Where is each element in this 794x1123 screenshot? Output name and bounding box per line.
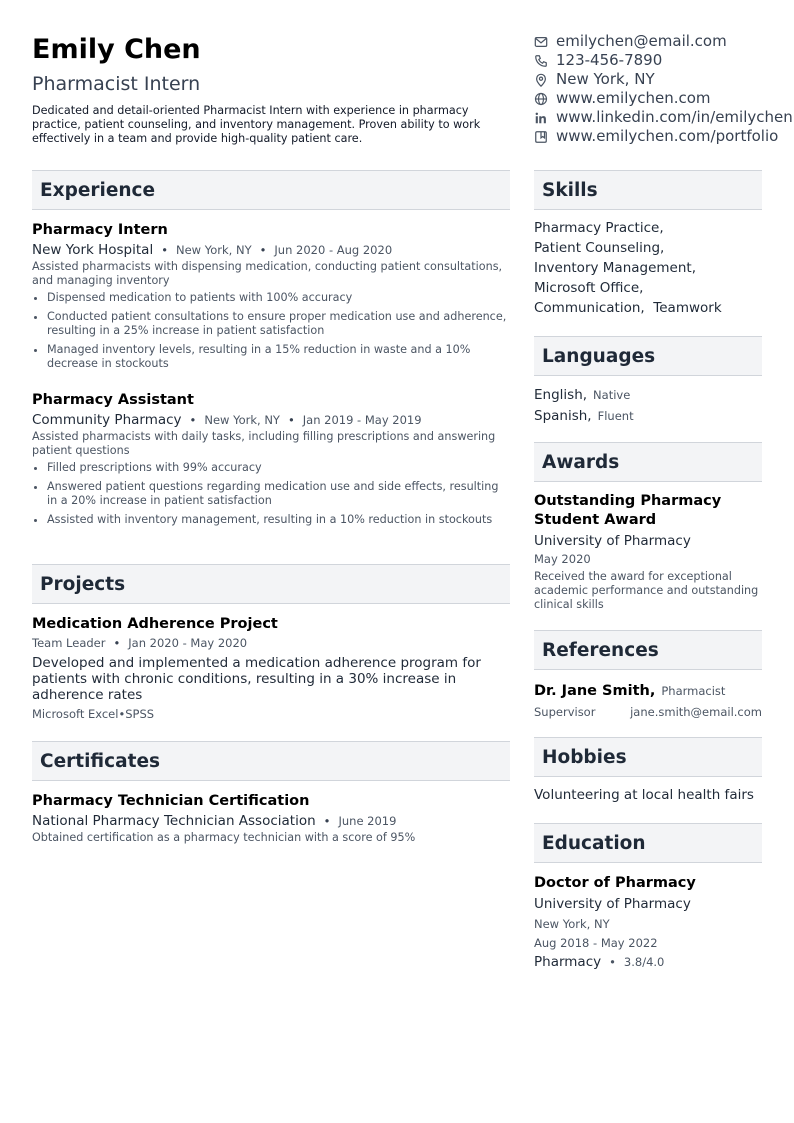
contact-location: New York, NY	[534, 70, 794, 89]
job-bullets: • Dispensed medication to patients with 100% accuracy • Conducted patient consultations to ensure proper medication use and adherence, resulting in a 25% increase in patient satisfaction • Managed inventory levels, resulting in a 15% reduction in waste and a 10% decrease in stockouts	[32, 291, 510, 371]
education-header: Education	[534, 823, 762, 863]
skill-item: Pharmacy Practice,	[534, 220, 664, 236]
job-title: Pharmacy Assistant	[32, 392, 194, 408]
job-description: Assisted pharmacists with daily tasks, including filling prescriptions and answering patient questions	[32, 430, 496, 457]
award-date: May 2020	[534, 552, 591, 566]
job-meta: Community Pharmacy • New York, NY • Jan 2019 - May 2019	[32, 412, 422, 428]
award-description: Received the award for exceptional academic performance and outstanding clinical skills	[534, 570, 759, 611]
languages-header: Languages	[534, 336, 762, 376]
award-org: University of Pharmacy	[534, 533, 691, 549]
experience-item	[32, 221, 510, 376]
portfolio-icon	[534, 130, 548, 144]
skills-header: Skills	[534, 170, 762, 210]
contact-list	[534, 32, 794, 146]
project-tools: Microsoft Excel•SPSS	[32, 707, 155, 721]
award-title: Outstanding Pharmacy Student Award	[534, 493, 722, 528]
skill-item: Microsoft Office,	[534, 280, 644, 296]
education-school: University of Pharmacy	[534, 896, 691, 912]
skills-list	[534, 218, 766, 318]
contact-phone[interactable]: 123-456-7890	[534, 51, 794, 70]
contact-portfolio[interactable]: www.emilychen.com/portfolio	[534, 127, 794, 146]
education-dates: Aug 2018 - May 2022	[534, 936, 658, 950]
language-item: Spanish, Fluent	[534, 408, 634, 424]
certificate-title: Pharmacy Technician Certification	[32, 793, 310, 809]
project-meta: Team Leader • Jan 2020 - May 2020	[32, 636, 248, 650]
award-item	[534, 492, 766, 612]
job-meta: New York Hospital • New York, NY • Jun 2020 - Aug 2020	[32, 242, 393, 258]
awards-header: Awards	[534, 442, 762, 482]
job-title: Pharmacy Intern	[32, 222, 168, 238]
job-description: Assisted pharmacists with dispensing medication, conducting patient consultations, and managing inventory	[32, 260, 503, 287]
contact-website[interactable]: www.emilychen.com	[534, 89, 794, 108]
education-item	[534, 874, 766, 970]
hobby-item: Volunteering at local health fairs	[534, 787, 754, 803]
certificate-description: Obtained certification as a pharmacy technician with a score of 95%	[32, 831, 416, 844]
certificates-header: Certificates	[32, 741, 510, 781]
certificate-meta: National Pharmacy Technician Association • June 2019	[32, 813, 397, 829]
mail-icon	[534, 35, 548, 49]
reference-name: Dr. Jane Smith,	[534, 683, 656, 699]
reference-item	[534, 680, 762, 720]
languages-list	[534, 384, 766, 426]
reference-email[interactable]: jane.smith@email.com	[630, 705, 762, 719]
references-header: References	[534, 630, 762, 670]
education-degree: Doctor of Pharmacy	[534, 875, 696, 891]
project-item	[32, 615, 510, 722]
skill-item: Inventory Management,	[534, 260, 696, 276]
hobbies-header: Hobbies	[534, 737, 762, 777]
candidate-role: Pharmacist Intern	[32, 73, 201, 95]
experience-header: Experience	[32, 170, 510, 210]
hobbies-list	[534, 786, 766, 804]
map-pin-icon	[534, 73, 548, 87]
contact-linkedin[interactable]: www.linkedin.com/in/emilychen	[534, 108, 794, 127]
skill-item: Communication, Teamwork	[534, 300, 722, 316]
summary: Dedicated and detail-oriented Pharmacist Intern with experience in pharmacy practice, patient counseling, and inventory management. Proven ability to work effectively in a team and provide high-quality patient care.	[32, 104, 481, 145]
globe-icon	[534, 92, 548, 106]
certificate-item	[32, 792, 510, 845]
contact-email[interactable]: emilychen@email.com	[534, 32, 794, 51]
language-item: English, Native	[534, 387, 631, 403]
education-location: New York, NY	[534, 917, 610, 931]
job-bullets: • Filled prescriptions with 99% accuracy • Answered patient questions regarding medication use and side effects, resulting in a 20% increase in patient satisfaction • Assisted with inventory management, resulting in a 10% reduction in stockouts	[32, 461, 510, 527]
phone-icon	[534, 54, 548, 68]
candidate-name: Emily Chen	[32, 34, 201, 65]
project-description: Developed and implemented a medication adherence program for patients with chronic conditions, resulting in a 30% increase in adherence rates	[32, 655, 481, 703]
projects-header: Projects	[32, 564, 510, 604]
header	[32, 33, 512, 146]
linkedin-icon	[534, 111, 548, 125]
reference-position: Pharmacist	[661, 684, 726, 698]
reference-relation: Supervisor	[534, 705, 596, 719]
education-major-gpa: Pharmacy • 3.8/4.0	[534, 954, 665, 970]
experience-item	[32, 391, 510, 532]
project-title: Medication Adherence Project	[32, 616, 278, 632]
skill-item: Patient Counseling,	[534, 240, 665, 256]
